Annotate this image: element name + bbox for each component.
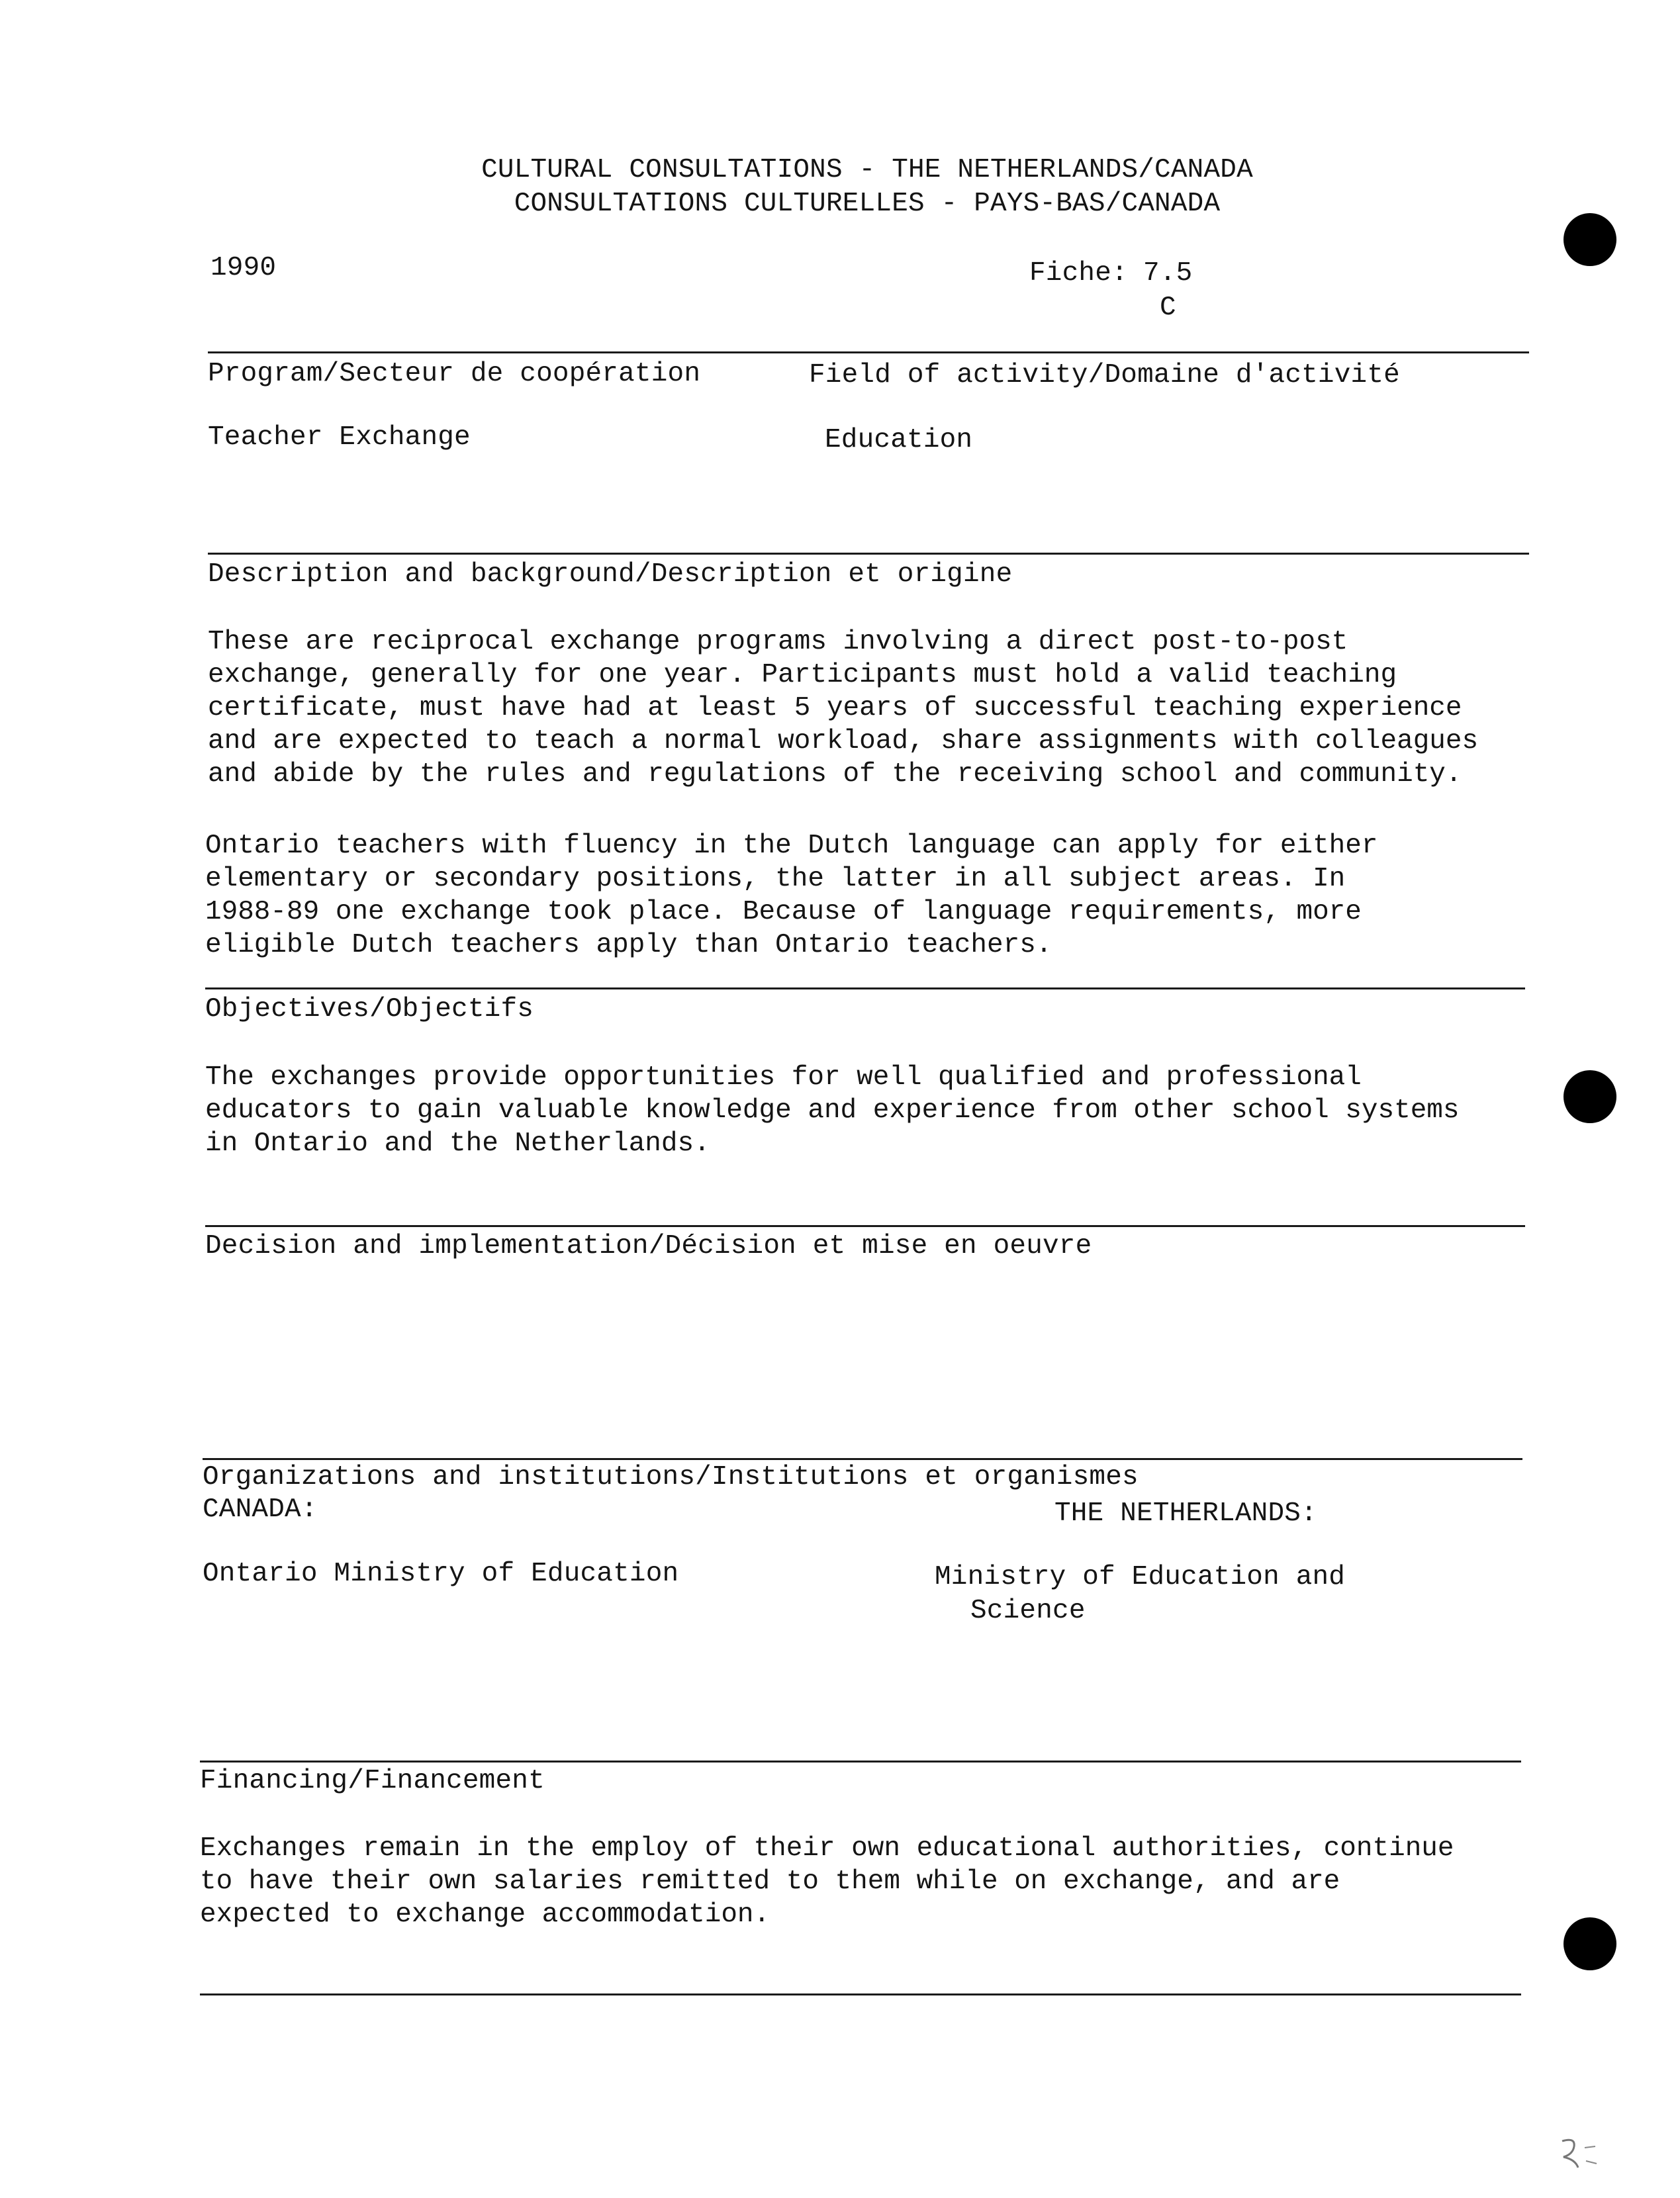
objectives-text: The exchanges provide opportunities for well qualified and professional educators to gain valuable knowledge and experience from other school systems in Ontario and the Netherlands. xyxy=(205,1062,1460,1159)
organizations-heading: Organizations and institutions/Institutions et organismes xyxy=(203,1462,1139,1492)
netherlands-organization-line-2: Science xyxy=(970,1596,1086,1626)
fiche-label: Fiche: xyxy=(1029,258,1128,289)
section-divider xyxy=(208,351,1529,353)
program-value: Teacher Exchange xyxy=(208,422,471,453)
field-value: Education xyxy=(825,425,973,455)
decision-heading: Decision and implementation/Décision et mise en oeuvre xyxy=(205,1231,1092,1261)
document-title-french: CONSULTATIONS CULTURELLES - PAYS-BAS/CANADA xyxy=(514,189,1221,219)
financing-heading: Financing/Financement xyxy=(200,1766,545,1796)
description-heading: Description and background/Description et origine xyxy=(208,559,1013,590)
canada-label: CANADA: xyxy=(203,1494,318,1525)
objectives-heading: Objectives/Objectifs xyxy=(205,994,534,1025)
punch-hole-top xyxy=(1563,213,1616,266)
description-paragraph-2: Ontario teachers with fluency in the Dutch language can apply for either elementary or secondary positions, the latter in all subject areas. In 1988-89 one exchange took place. Because of language requirements, more eligible Dutch teachers apply than Ontario teachers. xyxy=(205,831,1378,960)
netherlands-organization-line-1: Ministry of Education and xyxy=(935,1562,1346,1592)
field-heading: Field of activity/Domaine d'activité xyxy=(809,360,1400,390)
section-divider xyxy=(203,1458,1522,1460)
program-heading: Program/Secteur de coopération xyxy=(208,359,701,389)
document-title-english: CULTURAL CONSULTATIONS - THE NETHERLANDS/CANADA xyxy=(481,155,1253,185)
document-year: 1990 xyxy=(210,253,277,283)
description-paragraph-1: These are reciprocal exchange programs involving a direct post-to-post exchange, generally for one year. Participants must hold a valid teaching certificate, must have had at least 5 years of successful teaching experience and are expected to teach a normal workload, share assignments with colleagues and abide by the rules and regulations of the receiving school and community. xyxy=(208,627,1479,790)
punch-hole-bottom xyxy=(1563,1917,1616,1970)
handwritten-page-mark xyxy=(1556,2134,1602,2181)
canada-organization: Ontario Ministry of Education xyxy=(203,1559,679,1589)
fiche-letter: C xyxy=(1160,293,1176,323)
fiche-number: 7.5 xyxy=(1143,258,1193,289)
section-divider xyxy=(205,987,1525,989)
punch-hole-middle xyxy=(1563,1070,1616,1123)
section-divider xyxy=(205,1225,1525,1227)
section-divider xyxy=(200,1993,1521,1995)
section-divider xyxy=(208,553,1529,555)
financing-text: Exchanges remain in the employ of their own educational authorities, continue to have their own salaries remitted to them while on exchange, and are expected to exchange accommodation. xyxy=(200,1833,1454,1930)
netherlands-label: THE NETHERLANDS: xyxy=(1054,1498,1317,1529)
section-divider xyxy=(200,1761,1521,1763)
